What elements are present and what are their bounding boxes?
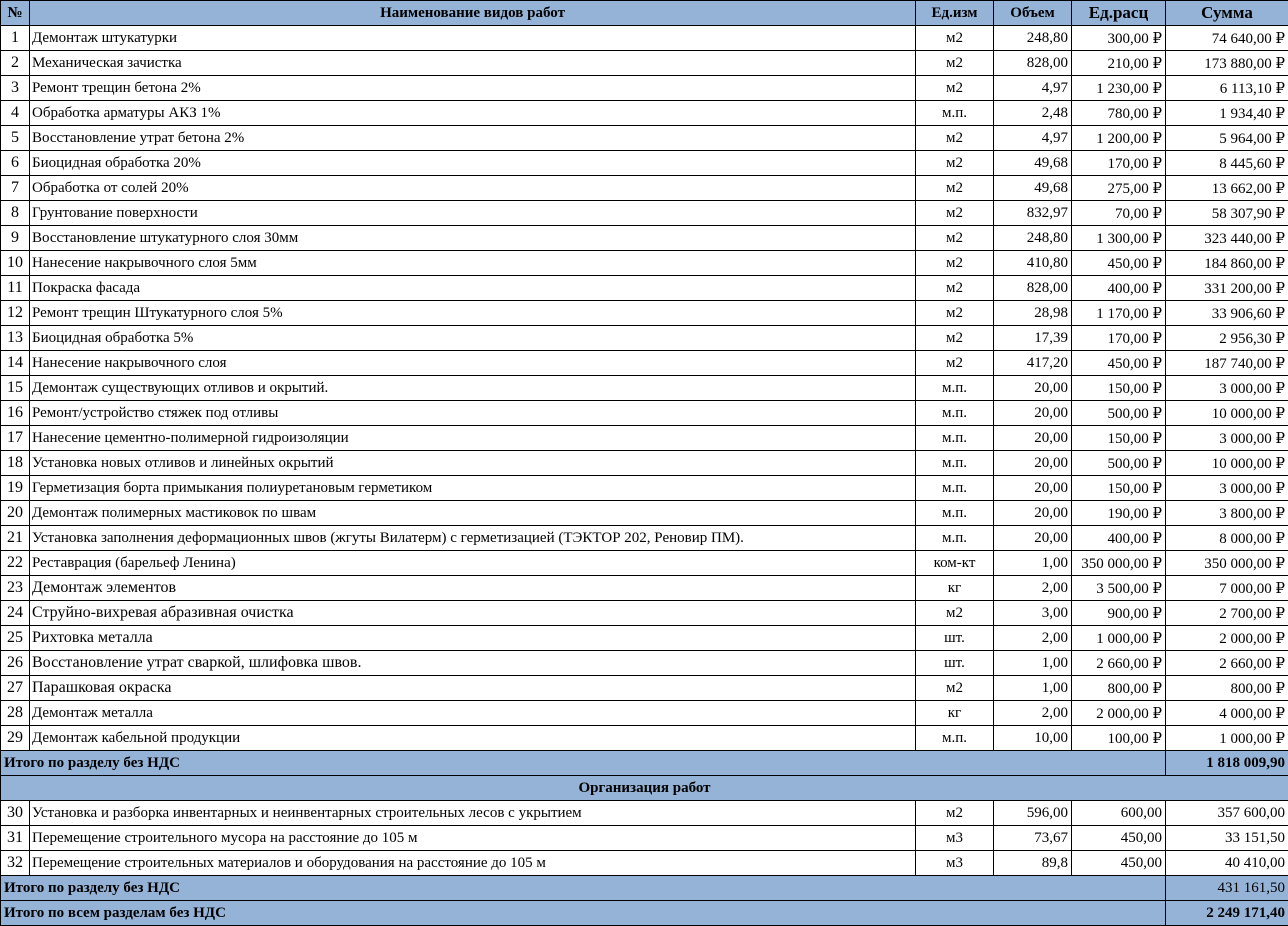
table-row xyxy=(1,126,1288,151)
row-price: 150,00 ₽ xyxy=(1072,426,1166,451)
row-volume: 410,80 xyxy=(994,251,1072,276)
table-row xyxy=(1,451,1288,476)
row-price: 780,00 ₽ xyxy=(1072,101,1166,126)
row-volume: 4,97 xyxy=(994,126,1072,151)
row-unit: м.п. xyxy=(916,501,994,526)
table-row xyxy=(1,726,1288,751)
row-sum: 10 000,00 ₽ xyxy=(1166,451,1288,476)
row-number: 21 xyxy=(1,526,30,551)
row-unit: шт. xyxy=(916,651,994,676)
row-sum: 350 000,00 ₽ xyxy=(1166,551,1288,576)
row-volume: 10,00 xyxy=(994,726,1072,751)
row-unit: м2 xyxy=(916,176,994,201)
row-sum: 3 800,00 ₽ xyxy=(1166,501,1288,526)
row-unit: м.п. xyxy=(916,401,994,426)
row-name: Ремонт трещин бетона 2% xyxy=(30,76,916,101)
row-number: 22 xyxy=(1,551,30,576)
table-row xyxy=(1,626,1288,651)
row-name: Обработка от солей 20% xyxy=(30,176,916,201)
subtotal1-body xyxy=(1,751,1288,801)
row-name: Восстановление утрат бетона 2% xyxy=(30,126,916,151)
row-unit: м3 xyxy=(916,851,994,876)
row-number: 4 xyxy=(1,101,30,126)
table-row xyxy=(1,551,1288,576)
row-volume: 248,80 xyxy=(994,26,1072,51)
row-number: 13 xyxy=(1,326,30,351)
row-number: 8 xyxy=(1,201,30,226)
row-price: 1 000,00 ₽ xyxy=(1072,626,1166,651)
row-sum: 173 880,00 ₽ xyxy=(1166,51,1288,76)
subtotal1-label: Итого по разделу без НДС xyxy=(1,751,1166,776)
row-price: 600,00 xyxy=(1072,801,1166,826)
row-sum: 8 445,60 ₽ xyxy=(1166,151,1288,176)
table-row xyxy=(1,526,1288,551)
row-name: Демонтаж металла xyxy=(30,701,916,726)
row-number: 19 xyxy=(1,476,30,501)
row-number: 16 xyxy=(1,401,30,426)
row-number: 3 xyxy=(1,76,30,101)
row-sum: 2 000,00 ₽ xyxy=(1166,626,1288,651)
row-price: 170,00 ₽ xyxy=(1072,326,1166,351)
row-volume: 17,39 xyxy=(994,326,1072,351)
table-row xyxy=(1,51,1288,76)
row-unit: м2 xyxy=(916,226,994,251)
row-name: Нанесение накрывочного слоя 5мм xyxy=(30,251,916,276)
row-price: 1 170,00 ₽ xyxy=(1072,301,1166,326)
row-number: 11 xyxy=(1,276,30,301)
row-price: 100,00 ₽ xyxy=(1072,726,1166,751)
row-price: 450,00 ₽ xyxy=(1072,351,1166,376)
table-row xyxy=(1,501,1288,526)
row-price: 1 230,00 ₽ xyxy=(1072,76,1166,101)
row-volume: 49,68 xyxy=(994,151,1072,176)
row-name: Грунтование поверхности xyxy=(30,201,916,226)
section1-body xyxy=(1,26,1288,751)
row-price: 500,00 ₽ xyxy=(1072,401,1166,426)
row-volume: 1,00 xyxy=(994,651,1072,676)
row-price: 500,00 ₽ xyxy=(1072,451,1166,476)
row-name: Биоцидная обработка 5% xyxy=(30,326,916,351)
row-number: 9 xyxy=(1,226,30,251)
header-num: № xyxy=(1,1,30,26)
row-sum: 7 000,00 ₽ xyxy=(1166,576,1288,601)
subtotal2-value: 431 161,50 xyxy=(1166,876,1288,901)
table-row xyxy=(1,826,1288,851)
row-price: 350 000,00 ₽ xyxy=(1072,551,1166,576)
row-sum: 1 934,40 ₽ xyxy=(1166,101,1288,126)
row-unit: м2 xyxy=(916,301,994,326)
table-row xyxy=(1,476,1288,501)
row-sum: 40 410,00 xyxy=(1166,851,1288,876)
row-number: 12 xyxy=(1,301,30,326)
row-volume: 49,68 xyxy=(994,176,1072,201)
row-volume: 20,00 xyxy=(994,401,1072,426)
row-price: 1 200,00 ₽ xyxy=(1072,126,1166,151)
row-price: 300,00 ₽ xyxy=(1072,26,1166,51)
row-name: Ремонт/устройство стяжек под отливы xyxy=(30,401,916,426)
row-volume: 832,97 xyxy=(994,201,1072,226)
grand-total-row xyxy=(1,901,1288,926)
row-volume: 20,00 xyxy=(994,451,1072,476)
table-row xyxy=(1,76,1288,101)
row-name: Установка заполнения деформационных швов (жгуты Вилатерм) с герметизацией (ТЭКТОР 202, Реновир ПМ). xyxy=(30,526,916,551)
row-number: 5 xyxy=(1,126,30,151)
grand-total-label: Итого по всем разделам без НДС xyxy=(1,901,1166,926)
row-number: 15 xyxy=(1,376,30,401)
row-sum: 2 700,00 ₽ xyxy=(1166,601,1288,626)
row-volume: 28,98 xyxy=(994,301,1072,326)
row-number: 25 xyxy=(1,626,30,651)
row-sum: 33 906,60 ₽ xyxy=(1166,301,1288,326)
row-volume: 20,00 xyxy=(994,426,1072,451)
row-price: 450,00 xyxy=(1072,826,1166,851)
row-volume: 2,48 xyxy=(994,101,1072,126)
table-row xyxy=(1,351,1288,376)
row-name: Демонтаж штукатурки xyxy=(30,26,916,51)
row-number: 1 xyxy=(1,26,30,51)
row-sum: 184 860,00 ₽ xyxy=(1166,251,1288,276)
row-unit: м2 xyxy=(916,26,994,51)
row-sum: 323 440,00 ₽ xyxy=(1166,226,1288,251)
row-price: 800,00 ₽ xyxy=(1072,676,1166,701)
row-price: 2 000,00 ₽ xyxy=(1072,701,1166,726)
row-name: Демонтаж полимерных мастиковок по швам xyxy=(30,501,916,526)
row-volume: 248,80 xyxy=(994,226,1072,251)
row-volume: 4,97 xyxy=(994,76,1072,101)
section2-body xyxy=(1,801,1288,876)
table-row xyxy=(1,851,1288,876)
row-number: 20 xyxy=(1,501,30,526)
table-row xyxy=(1,651,1288,676)
row-sum: 58 307,90 ₽ xyxy=(1166,201,1288,226)
row-unit: м3 xyxy=(916,826,994,851)
row-volume: 417,20 xyxy=(994,351,1072,376)
table-row xyxy=(1,176,1288,201)
row-number: 18 xyxy=(1,451,30,476)
row-name: Биоцидная обработка 20% xyxy=(30,151,916,176)
row-volume: 2,00 xyxy=(994,576,1072,601)
header-name: Наименование видов работ xyxy=(30,1,916,26)
subtotal-row xyxy=(1,876,1288,901)
row-unit: ком-кт xyxy=(916,551,994,576)
row-unit: м.п. xyxy=(916,101,994,126)
row-unit: м2 xyxy=(916,276,994,301)
row-price: 150,00 ₽ xyxy=(1072,376,1166,401)
row-sum: 8 000,00 ₽ xyxy=(1166,526,1288,551)
row-volume: 2,00 xyxy=(994,701,1072,726)
table-row xyxy=(1,376,1288,401)
row-price: 900,00 ₽ xyxy=(1072,601,1166,626)
row-unit: м.п. xyxy=(916,476,994,501)
row-unit: м.п. xyxy=(916,376,994,401)
row-number: 31 xyxy=(1,826,30,851)
row-unit: м2 xyxy=(916,676,994,701)
row-volume: 1,00 xyxy=(994,551,1072,576)
row-price: 210,00 ₽ xyxy=(1072,51,1166,76)
section2-title: Организация работ xyxy=(1,776,1288,801)
row-sum: 3 000,00 ₽ xyxy=(1166,376,1288,401)
row-sum: 187 740,00 ₽ xyxy=(1166,351,1288,376)
table-row xyxy=(1,301,1288,326)
row-name: Струйно-вихревая абразивная очистка xyxy=(30,601,916,626)
row-unit: м.п. xyxy=(916,726,994,751)
row-volume: 828,00 xyxy=(994,51,1072,76)
row-volume: 20,00 xyxy=(994,501,1072,526)
header-volume: Объем xyxy=(994,1,1072,26)
header-price: Ед.расц xyxy=(1072,1,1166,26)
row-name: Демонтаж существующих отливов и окрытий. xyxy=(30,376,916,401)
row-name: Реставрация (барельеф Ленина) xyxy=(30,551,916,576)
row-price: 400,00 ₽ xyxy=(1072,526,1166,551)
row-price: 275,00 ₽ xyxy=(1072,176,1166,201)
row-volume: 596,00 xyxy=(994,801,1072,826)
subtotal1-value: 1 818 009,90 xyxy=(1166,751,1288,776)
row-number: 27 xyxy=(1,676,30,701)
row-sum: 5 964,00 ₽ xyxy=(1166,126,1288,151)
row-unit: м2 xyxy=(916,601,994,626)
row-name: Установка и разборка инвентарных и неинвентарных строительных лесов с укрытием xyxy=(30,801,916,826)
row-unit: м2 xyxy=(916,326,994,351)
row-unit: м2 xyxy=(916,351,994,376)
table-row xyxy=(1,676,1288,701)
row-price: 190,00 ₽ xyxy=(1072,501,1166,526)
row-name: Перемещение строительных материалов и оборудования на расстояние до 105 м xyxy=(30,851,916,876)
row-name: Демонтаж элементов xyxy=(30,576,916,601)
row-volume: 828,00 xyxy=(994,276,1072,301)
row-name: Восстановление утрат сваркой, шлифовка швов. xyxy=(30,651,916,676)
row-price: 170,00 ₽ xyxy=(1072,151,1166,176)
table-row xyxy=(1,276,1288,301)
row-name: Нанесение цементно-полимерной гидроизоляции xyxy=(30,426,916,451)
grand-total-value: 2 249 171,40 xyxy=(1166,901,1288,926)
row-number: 29 xyxy=(1,726,30,751)
row-unit: м2 xyxy=(916,201,994,226)
table-row xyxy=(1,401,1288,426)
row-price: 450,00 ₽ xyxy=(1072,251,1166,276)
row-sum: 800,00 ₽ xyxy=(1166,676,1288,701)
row-volume: 20,00 xyxy=(994,376,1072,401)
table-row xyxy=(1,201,1288,226)
row-unit: м2 xyxy=(916,801,994,826)
row-unit: кг xyxy=(916,701,994,726)
row-price: 70,00 ₽ xyxy=(1072,201,1166,226)
row-number: 26 xyxy=(1,651,30,676)
row-volume: 20,00 xyxy=(994,526,1072,551)
row-price: 400,00 ₽ xyxy=(1072,276,1166,301)
row-number: 23 xyxy=(1,576,30,601)
row-name: Покраска фасада xyxy=(30,276,916,301)
row-unit: кг xyxy=(916,576,994,601)
table-row xyxy=(1,326,1288,351)
table-row xyxy=(1,26,1288,51)
row-unit: м2 xyxy=(916,126,994,151)
row-sum: 10 000,00 ₽ xyxy=(1166,401,1288,426)
row-volume: 20,00 xyxy=(994,476,1072,501)
row-sum: 331 200,00 ₽ xyxy=(1166,276,1288,301)
row-volume: 2,00 xyxy=(994,626,1072,651)
totals-body xyxy=(1,876,1288,926)
row-number: 14 xyxy=(1,351,30,376)
header-sum: Сумма xyxy=(1166,1,1288,26)
section-header-row xyxy=(1,776,1288,801)
row-unit: м2 xyxy=(916,251,994,276)
table-row xyxy=(1,601,1288,626)
row-name: Ремонт трещин Штукатурного слоя 5% xyxy=(30,301,916,326)
row-unit: м2 xyxy=(916,76,994,101)
row-name: Нанесение накрывочного слоя xyxy=(30,351,916,376)
table-row xyxy=(1,226,1288,251)
row-unit: м2 xyxy=(916,51,994,76)
row-sum: 357 600,00 xyxy=(1166,801,1288,826)
row-sum: 4 000,00 ₽ xyxy=(1166,701,1288,726)
row-sum: 13 662,00 ₽ xyxy=(1166,176,1288,201)
row-name: Механическая зачистка xyxy=(30,51,916,76)
row-volume: 3,00 xyxy=(994,601,1072,626)
row-number: 17 xyxy=(1,426,30,451)
row-unit: шт. xyxy=(916,626,994,651)
row-number: 24 xyxy=(1,601,30,626)
subtotal-row xyxy=(1,751,1288,776)
table-row xyxy=(1,701,1288,726)
row-name: Парашковая окраска xyxy=(30,676,916,701)
table-row xyxy=(1,101,1288,126)
row-price: 2 660,00 ₽ xyxy=(1072,651,1166,676)
table-row xyxy=(1,576,1288,601)
row-number: 28 xyxy=(1,701,30,726)
row-unit: м.п. xyxy=(916,526,994,551)
row-number: 7 xyxy=(1,176,30,201)
row-price: 150,00 ₽ xyxy=(1072,476,1166,501)
table-row xyxy=(1,151,1288,176)
row-unit: м2 xyxy=(916,151,994,176)
row-sum: 1 000,00 ₽ xyxy=(1166,726,1288,751)
row-number: 2 xyxy=(1,51,30,76)
row-price: 1 300,00 ₽ xyxy=(1072,226,1166,251)
subtotal2-label: Итого по разделу без НДС xyxy=(1,876,1166,901)
row-number: 10 xyxy=(1,251,30,276)
row-price: 3 500,00 ₽ xyxy=(1072,576,1166,601)
header-row xyxy=(1,1,1288,26)
row-number: 30 xyxy=(1,801,30,826)
table-row xyxy=(1,251,1288,276)
row-unit: м.п. xyxy=(916,426,994,451)
table-row xyxy=(1,801,1288,826)
row-sum: 33 151,50 xyxy=(1166,826,1288,851)
row-name: Обработка арматуры АКЗ 1% xyxy=(30,101,916,126)
row-sum: 2 956,30 ₽ xyxy=(1166,326,1288,351)
row-sum: 3 000,00 ₽ xyxy=(1166,476,1288,501)
row-name: Восстановление штукатурного слоя 30мм xyxy=(30,226,916,251)
row-name: Рихтовка металла xyxy=(30,626,916,651)
row-name: Герметизация борта примыкания полиуретановым герметиком xyxy=(30,476,916,501)
row-price: 450,00 xyxy=(1072,851,1166,876)
row-name: Демонтаж кабельной продукции xyxy=(30,726,916,751)
row-sum: 74 640,00 ₽ xyxy=(1166,26,1288,51)
row-name: Установка новых отливов и линейных окрытий xyxy=(30,451,916,476)
header-unit: Ед.изм xyxy=(916,1,994,26)
row-number: 32 xyxy=(1,851,30,876)
row-name: Перемещение строительного мусора на расстояние до 105 м xyxy=(30,826,916,851)
row-volume: 1,00 xyxy=(994,676,1072,701)
row-unit: м.п. xyxy=(916,451,994,476)
row-number: 6 xyxy=(1,151,30,176)
row-volume: 73,67 xyxy=(994,826,1072,851)
row-sum: 2 660,00 ₽ xyxy=(1166,651,1288,676)
row-volume: 89,8 xyxy=(994,851,1072,876)
row-sum: 6 113,10 ₽ xyxy=(1166,76,1288,101)
row-sum: 3 000,00 ₽ xyxy=(1166,426,1288,451)
table-row xyxy=(1,426,1288,451)
